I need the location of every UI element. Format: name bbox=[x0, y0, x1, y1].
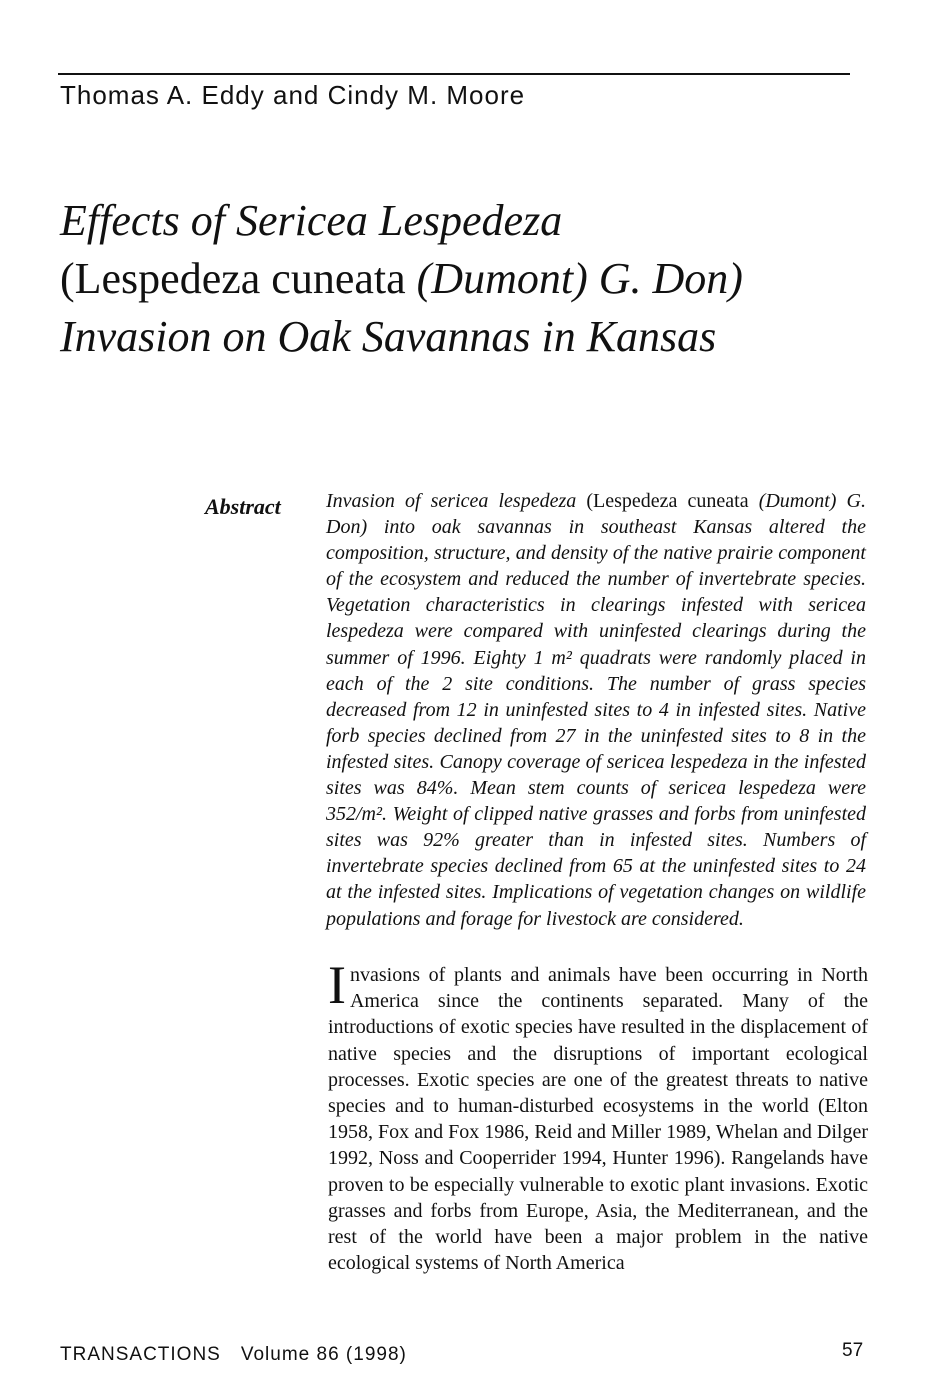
title-line-3: Invasion on Oak Savannas in Kansas bbox=[60, 312, 717, 361]
article-title bbox=[60, 192, 880, 366]
body-paragraph bbox=[328, 955, 868, 1276]
title-line-2 bbox=[60, 250, 880, 308]
abstract-label: Abstract bbox=[205, 494, 281, 519]
title-authority: (Dumont) G. Don) bbox=[416, 254, 743, 303]
journal-volume: Volume 86 (1998) bbox=[240, 1344, 407, 1365]
abstract-text bbox=[326, 488, 866, 932]
abstract-lead: Invasion of sericea lespedeza bbox=[326, 490, 587, 512]
title-line-1: Effects of Sericea Lespedeza bbox=[60, 196, 563, 245]
abstract-body: (Dumont) G. Don) into oak savannas in southeast Kansas altered the composition, structure, and density of the native prairie component of the ecosystem and reduced the number of invertebrate species. Vegetation characteristics in clearings infested with sericea lespedeza were compared with uninfested clearings during the summer of 1996. Eighty 1 m² quadrats were randomly placed in each of the 2 site conditions. The number of grass species decreased from 12 in uninfested sites to 4 in infested sites. Native forb species declined from 27 in the uninfested sites to 8 in the infested sites. Canopy coverage of sericea lespedeza in the infested sites was 84%. Mean stem counts of sericea lespedeza were 352/m². Weight of clipped native grasses and forbs from uninfested sites was 92% greater than in infested sites. Numbers of invertebrate species declined from 65 at the uninfested sites to 24 at the infested sites. Implications of vegetation changes on wildlife populations and forage for livestock are considered. bbox=[326, 490, 866, 930]
body-text: nvasions of plants and animals have been occurring in North America since the continents separated. Many of the introductions of exotic species have resulted in the displacement of native species and the disruptions of important ecological processes. Exotic species are one of the greatest threats to native species and to human-disturbed ecosystems in the world (Elton 1958, Fox and Fox 1986, Reid and Miller 1989, Whelan and Dilger 1992, Noss and Cooperrider 1994, Hunter 1996). Rangelands have proven to be especially vulnerable to exotic plant invasions. Exotic grasses and forbs from Europe, Asia, the Mediterranean, and the rest of the world have been a major problem in the native ecological systems of North America bbox=[328, 964, 868, 1275]
title-species-name: (Lespedeza cuneata bbox=[60, 254, 417, 303]
page-number: 57 bbox=[842, 1340, 864, 1361]
abstract-species-name: (Lespedeza cuneata bbox=[586, 490, 759, 512]
header-rule bbox=[58, 73, 850, 75]
drop-cap: I bbox=[328, 955, 346, 1015]
authors: Thomas A. Eddy and Cindy M. Moore bbox=[60, 80, 526, 110]
footer-journal bbox=[60, 1344, 407, 1366]
journal-name: TRANSACTIONS bbox=[60, 1344, 221, 1365]
